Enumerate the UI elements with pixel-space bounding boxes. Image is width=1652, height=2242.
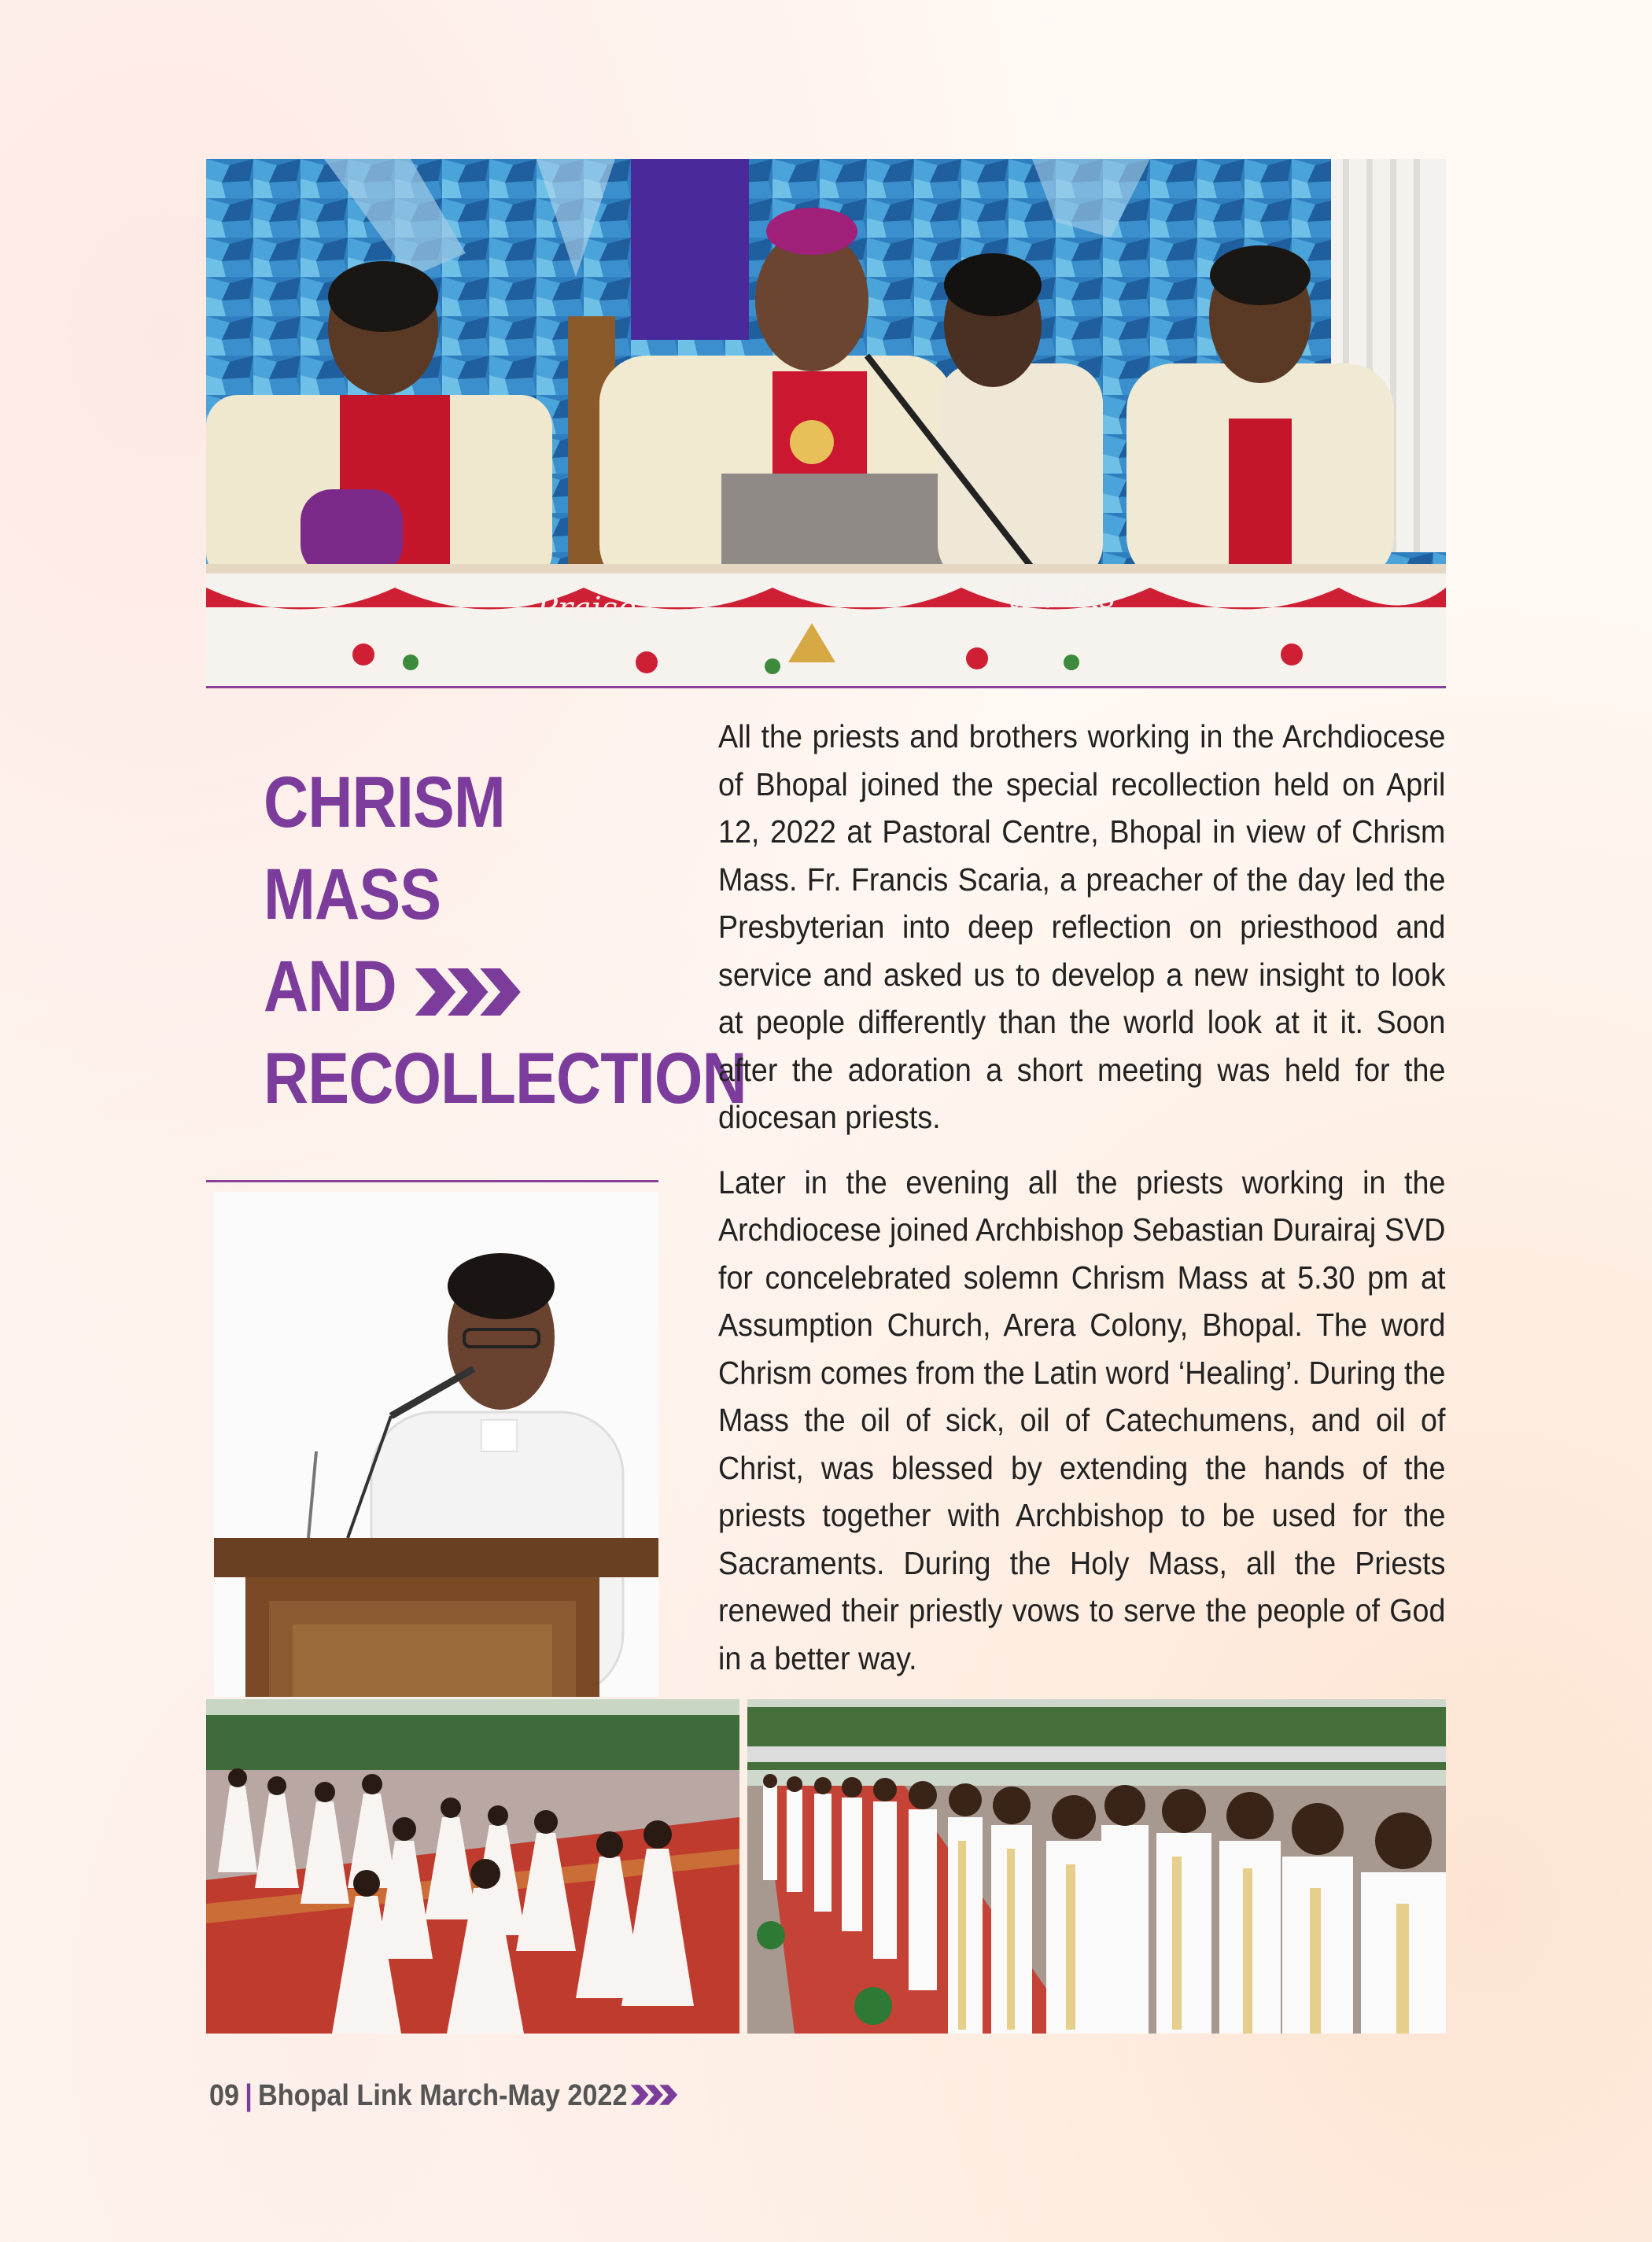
article-headline bbox=[264, 757, 747, 1125]
photo-girls-procession bbox=[206, 1699, 739, 2034]
headline-line: AND bbox=[264, 941, 629, 1033]
publication-title: Bhopal Link March-May 2022 bbox=[258, 2079, 628, 2112]
divider-rule bbox=[206, 1180, 658, 1182]
headline-line: CHRISM bbox=[264, 762, 505, 843]
page-number: 09 bbox=[209, 2079, 240, 2112]
triple-chevron-icon bbox=[415, 968, 524, 1016]
divider-rule bbox=[206, 686, 1446, 688]
svg-text:Praise: Praise bbox=[537, 591, 636, 627]
headline-line: RECOLLECTION bbox=[264, 1038, 747, 1119]
footer-separator: | bbox=[245, 2079, 253, 2112]
article-paragraph: All the priests and brothers working in the Archdiocese of Bhopal joined the special recollection held on April 12, 2022 at Pastoral Centre, Bhopal in view of Chrism Mass. Fr. Francis Scaria, a preacher of the day led the Presbyterian into deep reflection on priesthood and service and asked us to develop a new insight to look at people differently than the world look at it it. Soon after the adoration a short meeting was held for the diocesan priests. bbox=[718, 718, 1446, 1135]
page-footer bbox=[209, 2079, 678, 2113]
photo-priests-procession bbox=[747, 1699, 1446, 2034]
triple-chevron-icon bbox=[630, 2085, 678, 2105]
photo-altar-celebration bbox=[206, 159, 1446, 686]
article-paragraph: Later in the evening all the priests working in the Archdiocese joined Archbishop Sebastian Durairaj SVD for concelebrated solemn Chrism Mass at 5.30 pm at Assumption Church, Arera Colony, Bhopal. The word Chrism comes from the Latin word ‘Healing’. During the Mass the oil of sick, oil of Catechumens, and oil of Christ, was blessed by extending the hands of the priests together with Archbishop to be used for the Sacraments. During the Holy Mass, all the Priests renewed their priestly vows to serve the people of God in a better way. bbox=[718, 1163, 1446, 1676]
article-body bbox=[718, 713, 1446, 1699]
photo-preacher-at-lectern bbox=[214, 1192, 658, 1697]
headline-line: MASS bbox=[264, 854, 441, 935]
svg-text:thanks: thanks bbox=[1009, 579, 1116, 615]
